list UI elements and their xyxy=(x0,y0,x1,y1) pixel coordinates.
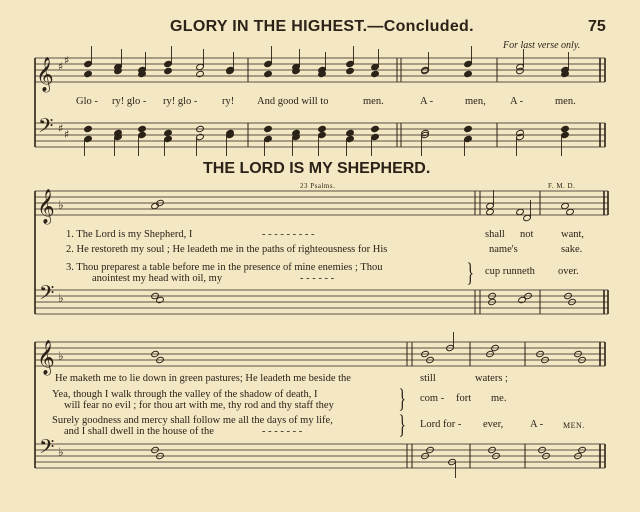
note-head xyxy=(346,135,355,142)
note-head xyxy=(486,208,495,215)
note-head xyxy=(84,135,93,142)
note-head xyxy=(371,133,380,140)
verse-dashes: - - - - - - xyxy=(300,273,335,284)
meter-marking: F. M. D. xyxy=(548,182,576,190)
page-header-title: GLORY IN THE HIGHEST.—Concluded. xyxy=(170,18,474,35)
note-head xyxy=(346,129,355,136)
performance-note: For last verse only. xyxy=(503,40,581,51)
verse-ending: fort xyxy=(456,393,472,404)
note-head xyxy=(84,60,93,67)
lyric-syllable: men. xyxy=(363,96,384,107)
verse-ending: Lord for - xyxy=(420,419,462,430)
page-number: 75 xyxy=(588,18,606,35)
note-head xyxy=(464,125,473,132)
note-head xyxy=(561,125,570,132)
verse-dashes: - - - - - - - - - xyxy=(262,229,315,240)
verse-text: Yea, though I walk through the valley of the shadow of death, I xyxy=(52,389,318,400)
verse-ending: com - xyxy=(420,393,445,404)
note-head xyxy=(164,129,173,136)
verse-ending: not xyxy=(520,229,534,240)
verse-text: 3. Thou preparest a table before me in the presence of mine enemies ; Thou xyxy=(66,262,383,273)
bass-clef: 𝄢 xyxy=(39,435,55,463)
note-head xyxy=(264,135,273,142)
verse-ending: cup runneth xyxy=(485,266,535,277)
note-head xyxy=(84,70,93,77)
note-head xyxy=(264,70,273,77)
verse-ending: waters ; xyxy=(475,373,508,384)
scripture-reference: 23 Psalms. xyxy=(300,182,336,190)
note-head xyxy=(264,125,273,132)
lyric-syllable: Glo - xyxy=(76,96,98,107)
lyric-syllable: ry! xyxy=(222,96,235,107)
key-signature-sharp: ♯ xyxy=(64,54,70,67)
note-head xyxy=(264,60,273,67)
verse-ending: over. xyxy=(558,266,579,277)
verse-ending: me. xyxy=(491,393,507,404)
note-head xyxy=(138,125,147,132)
verse-text: 2. He restoreth my soul ; He leadeth me in the paths of righteousness for His xyxy=(66,244,388,255)
lyric-syllable: men. xyxy=(555,96,576,107)
verse-ending: want, xyxy=(561,229,585,240)
verse-text-continued: anointest my head with oil, my xyxy=(92,273,223,284)
verse-text: He maketh me to lie down in green pastures; He leadeth me beside the xyxy=(55,373,351,384)
lyric-syllable: ry! glo - xyxy=(163,96,198,107)
note-head xyxy=(566,208,575,215)
verse-text-continued: and I shall dwell in the house of the xyxy=(64,426,214,437)
verse-ending: name's xyxy=(489,244,518,255)
bass-clef: 𝄢 xyxy=(39,281,55,309)
note-head xyxy=(346,60,355,67)
note-head xyxy=(84,125,93,132)
note-head xyxy=(464,60,473,67)
treble-clef: 𝄞 xyxy=(37,189,55,224)
key-signature-sharp: ♯ xyxy=(58,122,64,135)
brace-symbol: } xyxy=(398,384,406,413)
verse-dashes: - - - - - - - xyxy=(262,426,303,437)
note-head xyxy=(318,125,327,132)
bass-clef: 𝄢 xyxy=(38,114,54,142)
note-head xyxy=(561,202,570,209)
note-head xyxy=(371,70,380,77)
note-head xyxy=(464,135,473,142)
note-head xyxy=(138,131,147,138)
note-head xyxy=(196,70,205,77)
note-head xyxy=(516,208,525,215)
verse-text: Surely goodness and mercy shall follow me all the days of my life, xyxy=(52,415,333,426)
note-head xyxy=(561,131,570,138)
key-signature-flat: ♭ xyxy=(58,198,64,212)
verse-ending: ever, xyxy=(483,419,504,430)
note-head xyxy=(196,63,205,70)
note-head xyxy=(371,63,380,70)
verse-ending: A - xyxy=(530,419,544,430)
lyric-syllable: men, xyxy=(465,96,486,107)
lyric-syllable: ry! glo - xyxy=(112,96,147,107)
verse-text: 1. The Lord is my Shepherd, I xyxy=(66,229,193,240)
treble-clef: 𝄞 xyxy=(36,57,54,92)
verse-text-continued: will fear no evil ; for thou art with me, thy rod and thy staff they xyxy=(64,400,334,411)
note-head xyxy=(371,125,380,132)
note-head xyxy=(164,60,173,67)
verse-ending: MEN. xyxy=(563,421,585,430)
treble-clef: 𝄞 xyxy=(37,340,55,375)
key-signature-flat: ♭ xyxy=(58,445,64,459)
verse-ending: still xyxy=(420,373,436,384)
note-head xyxy=(523,214,532,221)
brace-symbol: } xyxy=(466,258,474,287)
note-head xyxy=(164,135,173,142)
key-signature-flat: ♭ xyxy=(58,291,64,305)
key-signature-sharp: ♯ xyxy=(64,128,70,141)
lyric-syllable: A - xyxy=(420,96,434,107)
verse-ending: sake. xyxy=(561,244,583,255)
note-head xyxy=(196,133,205,140)
note-head xyxy=(346,67,355,74)
note-head xyxy=(164,67,173,74)
brace-symbol: } xyxy=(398,410,406,439)
verse-ending: shall xyxy=(485,229,505,240)
key-signature-flat: ♭ xyxy=(58,349,64,363)
key-signature-sharp: ♯ xyxy=(58,60,64,73)
song-title: THE LORD IS MY SHEPHERD. xyxy=(203,160,431,177)
lyric-syllable: And good will to xyxy=(257,96,329,107)
lyric-syllable: A - xyxy=(510,96,524,107)
note-head xyxy=(318,131,327,138)
note-head xyxy=(464,70,473,77)
note-head xyxy=(486,202,495,209)
